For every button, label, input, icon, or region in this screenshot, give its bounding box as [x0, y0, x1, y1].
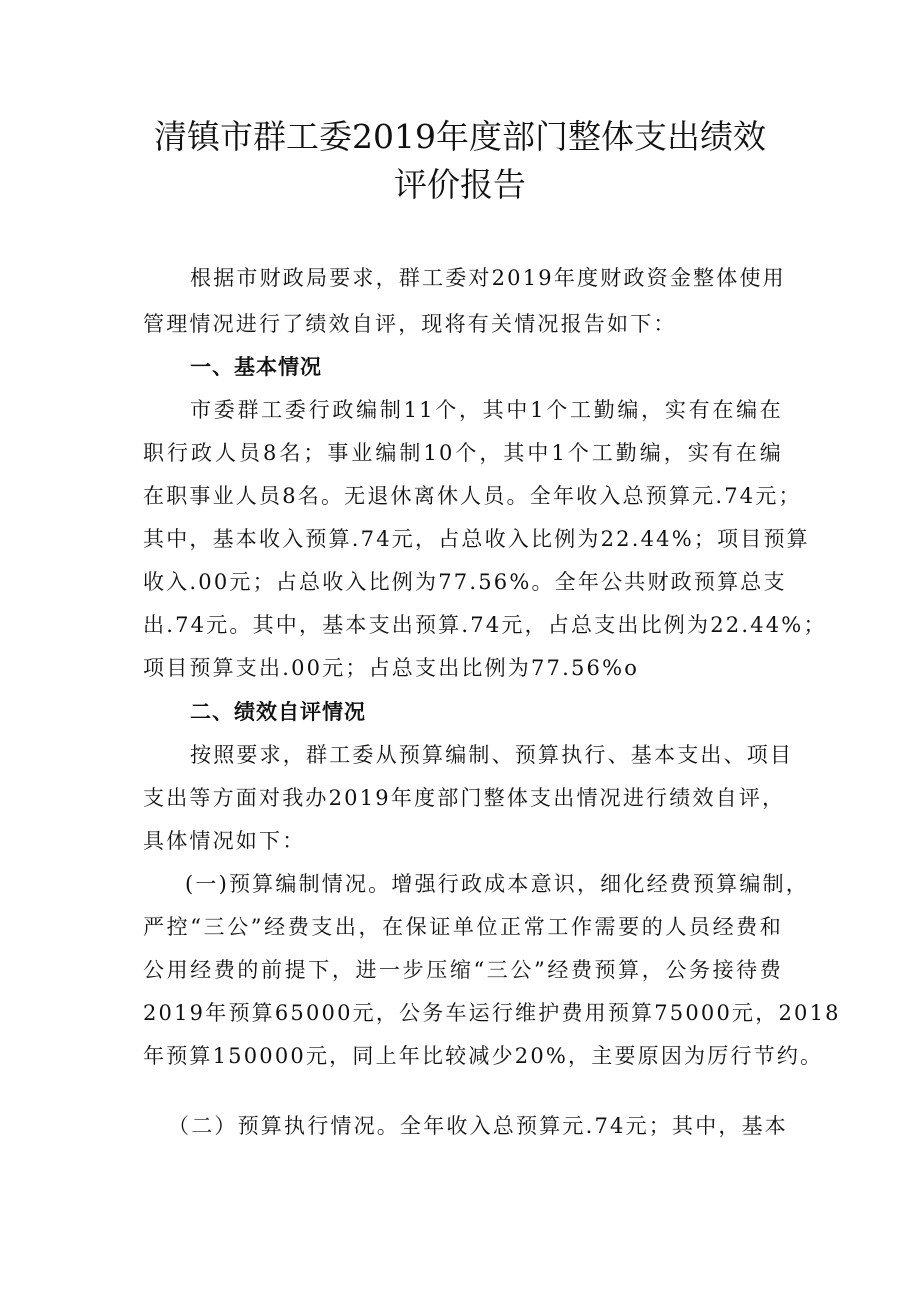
paragraph-line: 在职事业人员8名。无退休离休人员。全年收入总预算元.74元；	[143, 484, 802, 508]
paragraph-line: 按照要求，群工委从预算编制、预算执行、基本支出、项目	[190, 743, 794, 767]
paragraph-line: 出.74元。其中，基本支出预算.74元，占总支出比例为22.44%；	[143, 613, 827, 637]
paragraph-line: 管理情况进行了绩效自评，现将有关情况报告如下：	[143, 312, 677, 336]
document-title-line-2: 评价报告	[394, 165, 526, 204]
paragraph-line: 项目预算支出.00元；占总支出比例为77.56%o	[143, 656, 640, 680]
paragraph-line: 收入.00元；占总收入比例为77.56%。全年公共财政预算总支	[143, 570, 787, 594]
paragraph-line: 其中，基本收入预算.74元，占总收入比例为22.44%；项目预算	[143, 527, 810, 551]
paragraph-line: 支出等方面对我办2019年度部门整体支出情况进行绩效自评，	[143, 786, 786, 810]
document-title-line-1: 清镇市群工委2019年度部门整体支出绩效	[154, 117, 766, 156]
section-heading-self-evaluation: 二、绩效自评情况	[190, 700, 366, 724]
paragraph-line: 市委群工委行政编制11个，其中1个工勤编，实有在编在	[190, 398, 783, 422]
paragraph-line: (一)预算编制情况。增强行政成本意识，细化经费预算编制，	[185, 872, 809, 896]
paragraph-line: 严控“三公”经费支出，在保证单位正常工作需要的人员经费和	[143, 915, 783, 939]
paragraph-line: 年预算150000元，同上年比较减少20%，主要原因为厉行节约。	[143, 1044, 824, 1068]
paragraph-line: 公用经费的前提下，进一步压缩“三公”经费预算，公务接待费	[143, 958, 783, 982]
paragraph-line: 具体情况如下：	[143, 829, 306, 853]
paragraph-line: 2019年预算65000元，公务车运行维护费用预算75000元，2018	[143, 1001, 841, 1025]
paragraph-line: 根据市财政局要求，群工委对2019年度财政资金整体使用	[190, 266, 786, 290]
paragraph-line: 职行政人员8名；事业编制10个，其中1个工勤编，实有在编	[143, 441, 783, 465]
paragraph-line: （二）预算执行情况。全年收入总预算元.74元；其中，基本	[168, 1114, 788, 1138]
section-heading-basic: 一、基本情况	[190, 355, 322, 379]
